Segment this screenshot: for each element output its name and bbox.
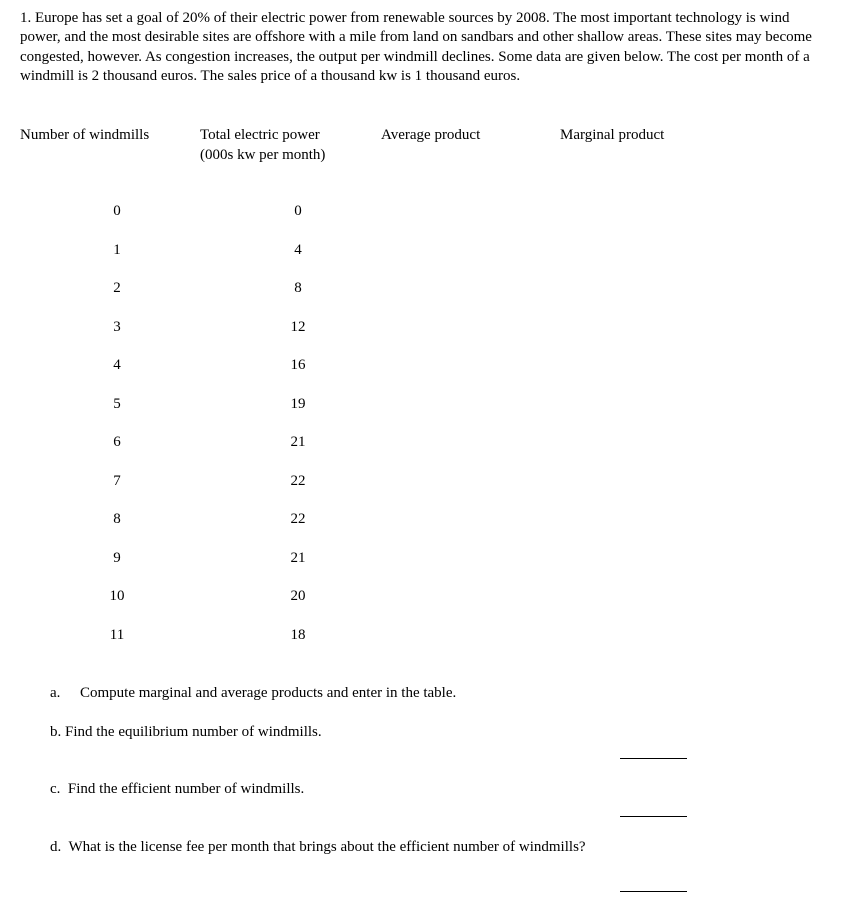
cell-windmills: 2 [113, 280, 121, 296]
cell-total-power: 8 [294, 280, 302, 296]
question-c [50, 780, 304, 798]
question-a-label: a. [50, 685, 61, 701]
question-b-label: b. [50, 724, 62, 740]
cell-total-power: 19 [290, 395, 306, 412]
cell-total-power: 4 [294, 241, 302, 258]
cell-total-power: 16 [290, 357, 306, 373]
answer-b-blank[interactable] [620, 758, 687, 759]
cell-total-power: 22 [290, 472, 306, 489]
header-total-electric-power [200, 125, 325, 165]
cell-windmills: 0 [113, 203, 121, 219]
answer-c-blank[interactable] [620, 816, 687, 817]
cell-total-power: 20 [290, 588, 306, 604]
cell-windmills: 3 [113, 318, 121, 335]
question-c-text: Find the efficient number of windmills. [67, 781, 305, 797]
cell-total-power: 18 [290, 626, 306, 643]
cell-total-power: 0 [294, 203, 302, 219]
header-marginal-product: Marginal product [560, 127, 665, 143]
cell-windmills: 1 [113, 241, 121, 258]
header-number-of-windmills: Number of windmills [20, 127, 150, 143]
cell-windmills: 7 [113, 472, 121, 489]
cell-windmills: 6 [113, 434, 121, 450]
cell-total-power: 12 [290, 318, 306, 335]
cell-windmills: 11 [109, 626, 125, 643]
problem-intro: 1. Europe has set a goal of 20% of their electric power from renewable sources by 2008. The most important technology is wind power, and the most desirable sites are offshore with a mile from land on sandbars and other shallow areas. These sites may become congested, however. As congestion increases, the output per windmill declines. Some data are given below. The cost per month of a windmill is 2 thousand euros. The sales price of a thousand kw is 1 thousand euros. [20, 10, 812, 85]
question-c-label: c. [50, 781, 61, 797]
cell-windmills: 8 [113, 511, 121, 527]
cell-total-power: 21 [290, 549, 306, 566]
question-b [50, 723, 322, 741]
question-d [50, 838, 586, 856]
header-total-electric-power-line2: (000s kw per month) [200, 147, 326, 163]
question-b-text: Find the equilibrium number of windmills. [65, 724, 322, 740]
cell-total-power: 22 [290, 511, 306, 527]
question-a [50, 684, 456, 702]
answer-d-blank[interactable] [620, 891, 687, 892]
cell-total-power: 21 [290, 434, 306, 450]
question-d-text: What is the license fee per month that brings about the efficient number of windmills? [68, 839, 586, 855]
cell-windmills: 10 [109, 588, 125, 604]
cell-windmills: 5 [113, 395, 121, 412]
header-total-electric-power-line1: Total electric power [200, 127, 320, 143]
cell-windmills: 4 [113, 357, 121, 373]
question-a-text: Compute marginal and average products and enter in the table. [80, 685, 457, 701]
question-d-label: d. [50, 839, 62, 855]
header-average-product: Average product [381, 127, 481, 143]
cell-windmills: 9 [113, 549, 121, 566]
